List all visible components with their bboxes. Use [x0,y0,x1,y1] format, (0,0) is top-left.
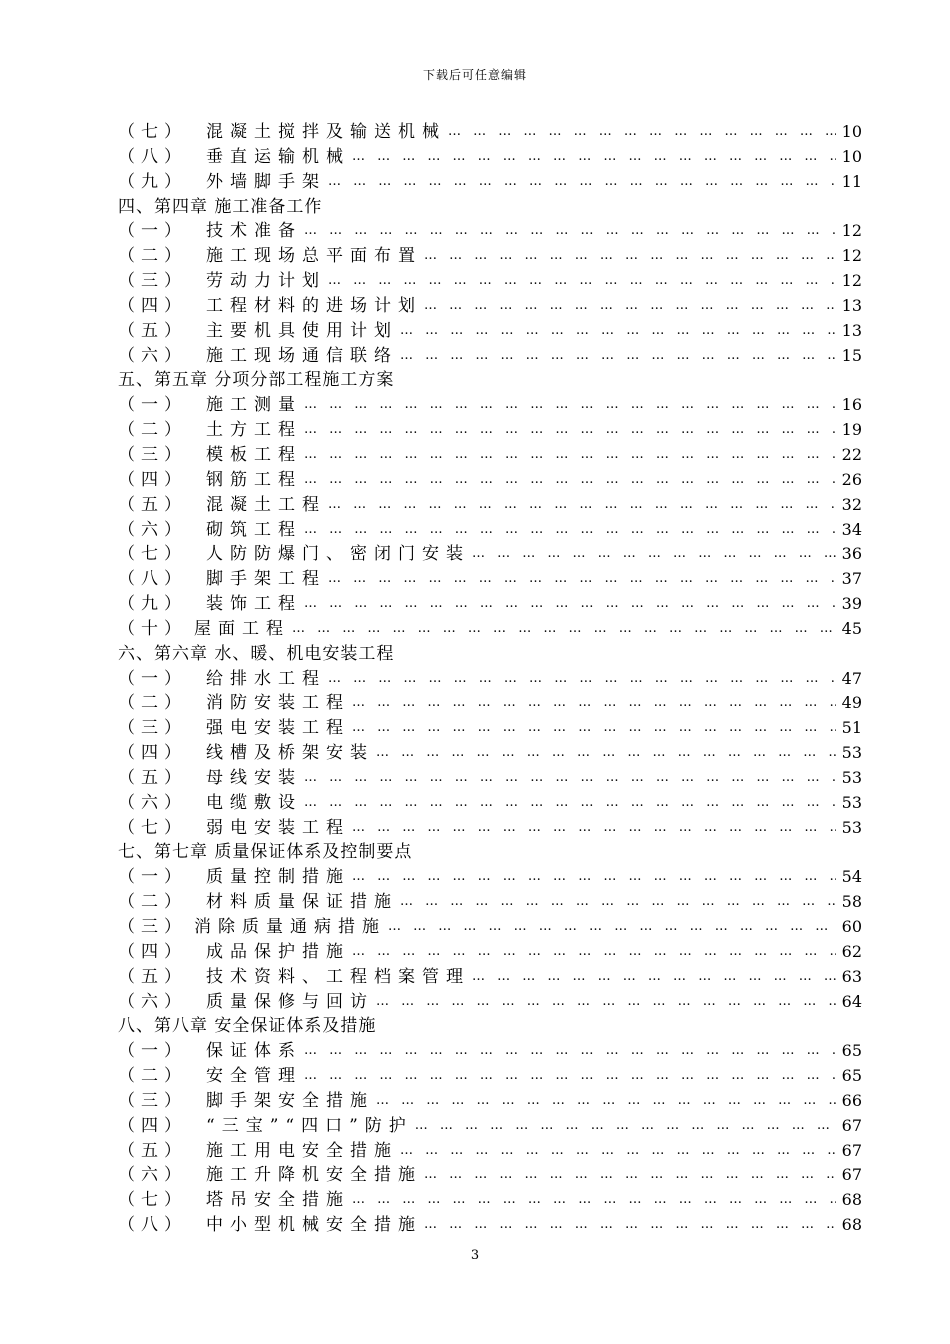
toc-entry-number: （一） [118,668,187,689]
toc-entry-number: （三） [118,917,187,937]
page-header: 下载后可任意编辑 [422,68,527,82]
dot-leader [302,1039,836,1064]
toc-entry-title: 劳动力计划 [206,271,326,292]
toc-entry-title: 安全管理 [206,1066,302,1087]
toc-chapter-heading[interactable]: 五、第五章 分项分部工程施工方案 [118,370,395,391]
toc-entry-page: 62 [841,941,862,961]
toc-entry-page: 49 [841,693,862,713]
toc-entry-number: （二） [118,420,187,441]
toc-entry-page: 12 [841,271,862,291]
toc-entry[interactable] [118,269,862,294]
toc-entry-number: （三） [118,444,187,465]
toc-entry-number: （八） [118,569,187,590]
toc-entry-page: 65 [841,1066,862,1086]
toc-entry[interactable] [118,617,862,642]
toc-entry-page: 11 [841,171,862,191]
dot-leader [398,319,836,344]
toc-entry-title: 塔吊安全措施 [206,1190,350,1211]
toc-entry-page: 10 [841,146,862,166]
toc-entry-number: （六） [118,519,187,540]
toc-entry-title: 给排水工程 [206,668,326,689]
toc-entry[interactable] [118,393,862,418]
toc-entry-page: 37 [841,569,862,589]
toc-entry-title: 消防安装工程 [206,693,350,714]
toc-entry-title: 材料质量保证措施 [206,892,398,913]
dot-leader [302,443,836,468]
toc-entry-title: 脚手架工程 [206,569,326,590]
toc-entry-page: 13 [841,320,862,340]
toc-entry[interactable] [118,567,862,592]
toc-entry-number: （二） [118,246,187,267]
toc-entry-title: 模板工程 [206,444,302,465]
toc-entry-title: “三宝”“四口”防护 [206,1115,413,1136]
toc-entry[interactable] [118,940,862,965]
toc-entry-page: 54 [841,867,862,887]
toc-entry-number: （一） [118,1041,187,1062]
toc-entry-page: 12 [841,221,862,241]
dot-leader [302,468,836,493]
dot-leader [302,393,836,418]
dot-leader [398,890,836,915]
toc-entry[interactable] [118,1139,862,1164]
toc-entry[interactable] [118,344,862,369]
toc-entry-number: （七） [118,1190,187,1211]
toc-entry[interactable] [118,691,862,716]
toc-entry[interactable] [118,1064,862,1089]
toc-entry-page: 45 [841,618,862,638]
toc-entry-number: （九） [118,171,187,192]
toc-entry[interactable] [118,1089,862,1114]
toc-entry-title: 人防防爆门、密闭门安装 [206,544,470,565]
toc-entry-title: 保证体系 [206,1041,302,1062]
toc-entry-number: （六） [118,792,187,813]
toc-entry[interactable] [118,145,862,170]
toc-entry-number: （一） [118,867,187,888]
toc-entry-number: （八） [118,1215,187,1236]
toc-entry-number: （八） [118,146,187,167]
toc-entry[interactable] [118,294,862,319]
toc-entry[interactable] [118,219,862,244]
toc-entry-number: （四） [118,1115,187,1136]
toc-entry[interactable] [118,667,862,692]
dot-leader [422,294,836,319]
toc-entry-page: 68 [841,1215,862,1235]
toc-entry-number: （二） [118,892,187,913]
toc-entry-page: 36 [841,544,862,564]
toc-entry-title: 工程材料的进场计划 [206,295,422,316]
dot-leader [326,493,836,518]
toc-entry-number: （三） [118,1090,187,1111]
toc-entry-number: （七） [118,817,187,838]
toc-entry-page: 39 [841,594,862,614]
toc-entry-number: （六） [118,991,187,1012]
toc-entry-title: 钢筋工程 [206,469,302,490]
toc-entry-page: 12 [841,246,862,266]
dot-leader [350,716,836,741]
dot-leader [374,1089,836,1114]
toc-entry-page: 16 [841,395,862,415]
toc-entry-title: 砌筑工程 [206,519,302,540]
dot-leader [350,145,836,170]
toc-entry-page: 53 [841,743,862,763]
dot-leader [326,567,836,592]
dot-leader [350,940,836,965]
toc-entry-page: 53 [841,817,862,837]
toc-entry-title: 中小型机械安全措施 [206,1215,422,1236]
toc-entry-number: （五） [118,320,187,341]
toc-entry[interactable] [118,1114,862,1139]
toc-entry-page: 19 [841,420,862,440]
toc-entry-title: 混凝土工程 [206,494,326,515]
toc-chapter-heading[interactable]: 七、第七章 质量保证体系及控制要点 [118,842,413,863]
dot-leader [446,120,836,145]
toc-entry[interactable] [118,1213,862,1238]
toc-entry-number: （七） [118,122,187,142]
toc-entry-title: 质量控制措施 [206,867,350,888]
toc-entry[interactable] [118,468,862,493]
dot-leader [350,691,836,716]
dot-leader [398,344,836,369]
toc-entry-title: 消除质量通病措施 [194,917,386,937]
dot-leader [470,542,836,567]
toc-entry[interactable] [118,592,862,617]
toc-entry-number: （九） [118,594,187,615]
toc-entry-page: 60 [841,917,862,936]
toc-entry[interactable] [118,443,862,468]
dot-leader [422,1213,836,1238]
dot-leader [302,219,836,244]
toc-entry[interactable] [118,493,862,518]
toc-entry-title: 电缆敷设 [206,792,302,813]
dot-leader [398,1139,836,1164]
dot-leader [326,170,836,195]
toc-entry-title: 土方工程 [206,420,302,441]
toc-entry[interactable] [118,1039,862,1064]
toc-entry-number: （四） [118,941,187,962]
toc-entry-title: 线槽及桥架安装 [206,743,374,764]
toc-entry[interactable] [118,170,862,195]
toc-entry-title: 脚手架安全措施 [206,1090,374,1111]
dot-leader [302,518,836,543]
dot-leader [350,816,836,841]
toc-entry-title: 弱电安装工程 [206,817,350,838]
toc-entry[interactable] [118,542,862,567]
toc-entry-page: 63 [841,966,862,986]
toc-entry[interactable] [118,791,862,816]
dot-leader [386,915,836,940]
toc-entry-title: 施工现场通信联络 [206,345,398,366]
page-number: 3 [470,1248,480,1263]
toc-entry-page: 67 [841,1115,862,1135]
dot-leader [374,990,836,1015]
dot-leader [326,667,836,692]
toc-entry-number: （一） [118,395,187,416]
toc-entry-title: 垂直运输机械 [206,146,350,167]
toc-entry-title: 主要机具使用计划 [206,320,398,341]
toc-entry[interactable] [118,915,862,940]
toc-entry[interactable] [118,990,862,1015]
toc-entry-title: 施工用电安全措施 [206,1140,398,1161]
toc-entry-title: 施工现场总平面布置 [206,246,422,267]
toc-entry-number: （五） [118,494,187,515]
toc-entry-number: （三） [118,718,187,739]
toc-entry-page: 51 [841,718,862,738]
toc-entry-number: （五） [118,966,187,987]
toc-entry-title: 成品保护措施 [206,941,350,962]
dot-leader [302,592,836,617]
toc-entry[interactable] [118,319,862,344]
toc-entry-number: （四） [118,295,187,316]
toc-entry[interactable] [118,865,862,890]
dot-leader [422,244,836,269]
toc-entry-page: 53 [841,792,862,812]
toc-entry-page: 68 [841,1190,862,1210]
dot-leader [413,1114,836,1139]
toc-entry-page: 67 [841,1165,862,1185]
toc-entry[interactable] [118,766,862,791]
toc-entry-page: 26 [841,469,862,489]
toc-entry-title: 技术资料、工程档案管理 [206,966,470,987]
toc-entry-page: 10 [841,122,862,141]
toc-entry-page: 58 [841,892,862,912]
dot-leader [302,1064,836,1089]
toc-entry[interactable] [118,120,862,145]
toc-entry-title: 施工升降机安全措施 [206,1165,422,1186]
dot-leader [350,1188,836,1213]
toc-entry[interactable] [118,1163,862,1188]
toc-entry-page: 22 [841,444,862,464]
toc-entry[interactable] [118,816,862,841]
toc-entry-page: 66 [841,1090,862,1110]
toc-entry[interactable] [118,965,862,990]
toc-entry-page: 67 [841,1140,862,1160]
toc-entry[interactable] [118,741,862,766]
toc-entry-title: 屋面工程 [194,618,290,639]
toc-entry[interactable] [118,244,862,269]
toc-entry[interactable] [118,716,862,741]
toc-entry-title: 强电安装工程 [206,718,350,739]
toc-chapter-heading[interactable]: 四、第四章 施工准备工作 [118,196,323,217]
toc-entry-number: （五） [118,1140,187,1161]
toc-entry-number: （三） [118,271,187,292]
toc-entry[interactable] [118,518,862,543]
dot-leader [470,965,836,990]
toc-entry-title: 装饰工程 [206,594,302,615]
dot-leader [374,741,836,766]
toc-entry-page: 53 [841,767,862,787]
toc-entry-page: 47 [841,668,862,688]
toc-entry-title: 混凝土搅拌及输送机械 [206,122,446,142]
toc-entry-title: 外墙脚手架 [206,171,326,192]
dot-leader [302,418,836,443]
toc-entry-number: （六） [118,345,187,366]
toc-entry-number: （二） [118,693,187,714]
toc-entry-page: 34 [841,519,862,539]
toc-entry-page: 15 [841,345,862,365]
dot-leader [350,865,836,890]
toc-entry-page: 64 [841,991,862,1011]
toc-entry-title: 母线安装 [206,767,302,788]
toc-entry-page: 65 [841,1041,862,1061]
toc-entry[interactable] [118,418,862,443]
toc-entry-title: 技术准备 [206,221,302,242]
toc-entry-page: 13 [841,295,862,315]
toc-entry[interactable] [118,890,862,915]
toc-entry-number: （五） [118,767,187,788]
dot-leader [326,269,836,294]
toc-entry-number: （四） [118,469,187,490]
dot-leader [302,766,836,791]
toc-entry-number: （十） [118,618,187,639]
toc-entry-number: （四） [118,743,187,764]
dot-leader [302,791,836,816]
toc-chapter-heading[interactable]: 八、第八章 安全保证体系及措施 [118,1016,377,1037]
dot-leader [290,617,836,642]
toc-entry[interactable] [118,1188,862,1213]
table-of-contents [118,120,862,1238]
toc-entry-number: （七） [118,544,187,565]
toc-entry-title: 施工测量 [206,395,302,416]
toc-entry-page: 32 [841,494,862,514]
toc-entry-number: （一） [118,221,187,242]
dot-leader [422,1163,836,1188]
toc-entry-title: 质量保修与回访 [206,991,374,1012]
toc-entry-number: （二） [118,1066,187,1087]
toc-entry-number: （六） [118,1165,187,1186]
toc-chapter-heading[interactable]: 六、第六章 水、暖、机电安装工程 [118,643,395,664]
